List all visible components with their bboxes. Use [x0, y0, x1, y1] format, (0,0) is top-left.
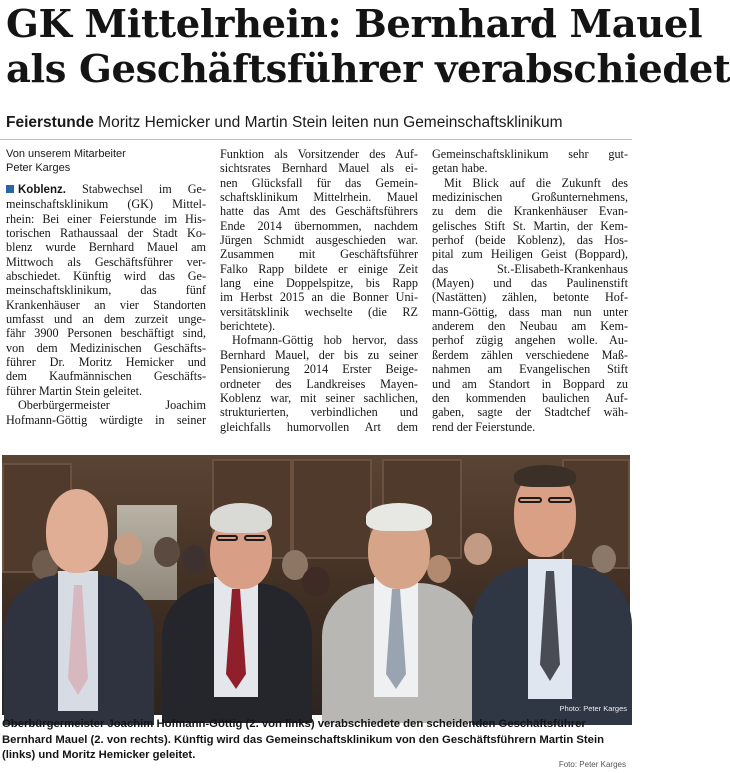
col2-line-0: Funktion als Vorsitzender des Auf-	[220, 147, 418, 161]
article-photo	[2, 455, 630, 715]
photo-credit-overlay: Photo: Peter Karges	[559, 704, 627, 713]
wall-panel	[292, 459, 372, 559]
col2-line-3: schaftsklinikum Mittelrhein. Mauel	[220, 190, 418, 205]
hair	[210, 503, 272, 533]
col3-p4-line-14: und am Standort in Boppard zu	[432, 376, 628, 391]
paragraph-2-start	[6, 398, 206, 427]
col1-p2-line-0: Oberbürgermeister Joachim	[18, 398, 206, 413]
caption-line-1: Oberbürgermeister Joachim Hofmann-Göttig (2. von links) verabschiedete den scheidenden Geschäftsführer	[2, 718, 586, 730]
hair	[366, 503, 432, 531]
col1-line-3: torischen Rathaussaal der Stadt Ko-	[6, 226, 206, 241]
col2-line-8: Falko Rapp bildete er einige Zeit	[220, 261, 418, 276]
guest-head	[592, 545, 616, 573]
col3-p4-line-9: mann-Göttig, dass man nun unter	[432, 304, 628, 319]
col2-line-11: versitätsklinik wechselte (die RZ	[220, 304, 418, 319]
article-subline	[6, 114, 628, 132]
glasses-icon	[216, 535, 238, 541]
col2-p3-line-2: Pensionierung 2014 Erster Beige-	[220, 362, 418, 377]
col3-p4-line-13: nahmen am Evangelischen Stift	[432, 362, 628, 377]
hair	[514, 465, 576, 487]
col3-p4-line-3: gelisches Stift St. Martin, der Kem-	[432, 218, 628, 233]
article-headline	[6, 2, 730, 92]
col2-p3-line-4: Koblenz war, mit seiner sachlichen,	[220, 390, 418, 405]
byline-line-1: Von unserem Mitarbeiter	[6, 148, 126, 160]
col3-p4-line-11: perhof zügig angehen wolle. Au-	[432, 333, 628, 348]
col1-line-9: umfasst und an dem zurzeit unge-	[6, 312, 206, 327]
col2-line-1: sichtsrates Bernhard Mauel als ei-	[220, 161, 418, 176]
col2-line-4: hatte das Amt des Geschäftsführers	[220, 204, 418, 219]
col1-line-0: Stabwechsel im Ge-	[81, 182, 207, 196]
col3-p4-line-17: rend der Feierstunde.	[432, 419, 536, 434]
col1-line-10: fähr 3900 Personen beschäftigt sind,	[6, 326, 206, 341]
guest-head	[427, 555, 451, 583]
dateline-location: Koblenz.	[18, 184, 66, 196]
col3-p4-line-15: den kommenden baulichen Auf-	[432, 390, 628, 405]
col2-line-10: im Herbst 2015 an die Bonner Uni-	[220, 290, 418, 305]
col1-line-4: blenz wurde Bernhard Mauel am	[6, 240, 206, 255]
col3-p4-line-0: Mit Blick auf die Zukunft des	[444, 175, 628, 190]
article-column-2	[220, 147, 418, 434]
col2-p3-line-3: ordneter des Landkreises Mayen-	[220, 376, 418, 391]
head	[46, 489, 108, 573]
byline-author: Peter Karges	[6, 162, 71, 174]
col1-p2-line-1: Hofmann-Göttig würdigte in seiner	[6, 412, 206, 427]
paragraph-3-cont	[432, 147, 628, 176]
glasses-icon	[244, 535, 266, 541]
col1-line-2: rhein: Bei einer Feierstunde im His-	[6, 211, 206, 226]
col3-p4-line-1: medizinischen Großunternehmens,	[432, 190, 628, 205]
col3-line-1: getan habe.	[432, 161, 488, 176]
col2-p3-line-1: Bernhard Mauel, der bis zu seiner	[220, 347, 418, 362]
col3-p4-line-5: pital zum Heiligen Geist (Boppard),	[432, 247, 628, 262]
col1-line-5: Mittwoch als Geschäftsführer ver-	[6, 254, 206, 269]
subline-kicker: Feierstunde	[6, 114, 94, 131]
byline	[6, 147, 206, 175]
guest-head	[464, 533, 492, 565]
col1-line-11: von dem Medizinischen Geschäfts-	[6, 340, 206, 355]
col2-p3-line-0: Hofmann-Göttig hob hervor, dass	[232, 333, 418, 348]
col3-p4-line-4: perhof (beide Koblenz), das Hos-	[432, 233, 628, 248]
guest-head	[182, 545, 206, 573]
location-marker-icon	[6, 185, 14, 193]
col3-p4-line-10: anderem den Neubau am Kem-	[432, 319, 628, 334]
caption-line-2: Bernhard Mauel (2. von rechts). Künftig wird das Gemeinschaftsklinikum von den Geschäftsführern Martin Stein	[2, 733, 604, 746]
photo-credit: Foto: Peter Karges	[558, 760, 626, 769]
glasses-icon	[548, 497, 572, 503]
col2-line-9: lang eine Doppelspitze, bis Rapp	[220, 276, 418, 291]
photo-caption	[2, 717, 630, 764]
headline-line-2: als Geschäftsführer verabschiedet	[6, 47, 730, 92]
article-column-1	[6, 147, 206, 427]
col3-p4-line-16: gaben, sagte der Stadtchef wäh-	[432, 405, 628, 420]
col2-line-12: berichtete).	[220, 319, 276, 334]
col2-line-2: nen Glücksfall für das Gemein-	[220, 175, 418, 190]
guest-head	[114, 533, 142, 565]
col1-line-14: führer Martin Stein geleitet.	[6, 383, 143, 398]
col2-line-6: Jürgen Schmidt ausgeschieden war.	[220, 233, 418, 248]
headline-line-1: GK Mittelrhein: Bernhard Mauel	[6, 2, 703, 47]
col1-line-7: meinschaftsklinikum, das fünf	[6, 283, 206, 298]
col3-line-0: Gemeinschaftsklinikum sehr gut-	[432, 147, 628, 161]
col1-line-12: führer Dr. Moritz Hemicker und	[6, 355, 206, 370]
caption-line-3: (links) und Moritz Hemicker geleitet.	[2, 749, 196, 762]
col3-p4-line-12: ßerdem zählen verschiedene Maß-	[432, 347, 628, 362]
col2-p3-line-6: gleichfalls humorvollen Art dem	[220, 419, 418, 434]
guest-head	[302, 567, 330, 597]
col3-p4-line-8: (Nastätten) zählen, betonte Hof-	[432, 290, 628, 305]
col2-line-7: Zusammen mit Geschäftsführer	[220, 247, 418, 262]
col1-line-1: meinschaftsklinikum (GK) Mittel-	[6, 197, 206, 212]
paragraph-4	[432, 176, 628, 434]
col3-p4-line-6: das St.-Elisabeth-Krankenhaus	[432, 261, 628, 276]
col3-p4-line-7: (Mayen) und das Paulinenstift	[432, 276, 628, 291]
col3-p4-line-2: zu dem die Krankenhäuser Evan-	[432, 204, 628, 219]
col1-line-13: dem Kaufmännischen Geschäfts-	[6, 369, 206, 384]
paragraph-3	[220, 333, 418, 433]
divider-rule	[0, 139, 632, 140]
col2-p3-line-5: strukturierten, verbindlichen und	[220, 405, 418, 420]
col2-line-5: Ende 2014 übernommen, nachdem	[220, 218, 418, 233]
guest-head	[154, 537, 180, 567]
article-column-3	[432, 147, 628, 434]
glasses-icon	[518, 497, 542, 503]
col1-line-8: Krankenhäuser an vier Standorten	[6, 297, 206, 312]
col1-line-6: abschiedet. Künftig wird das Ge-	[6, 269, 206, 284]
subline-text: Moritz Hemicker und Martin Stein leiten nun Gemeinschaftsklinikum	[98, 114, 563, 131]
paragraph-2-cont	[220, 147, 418, 333]
paragraph-1	[6, 182, 206, 398]
